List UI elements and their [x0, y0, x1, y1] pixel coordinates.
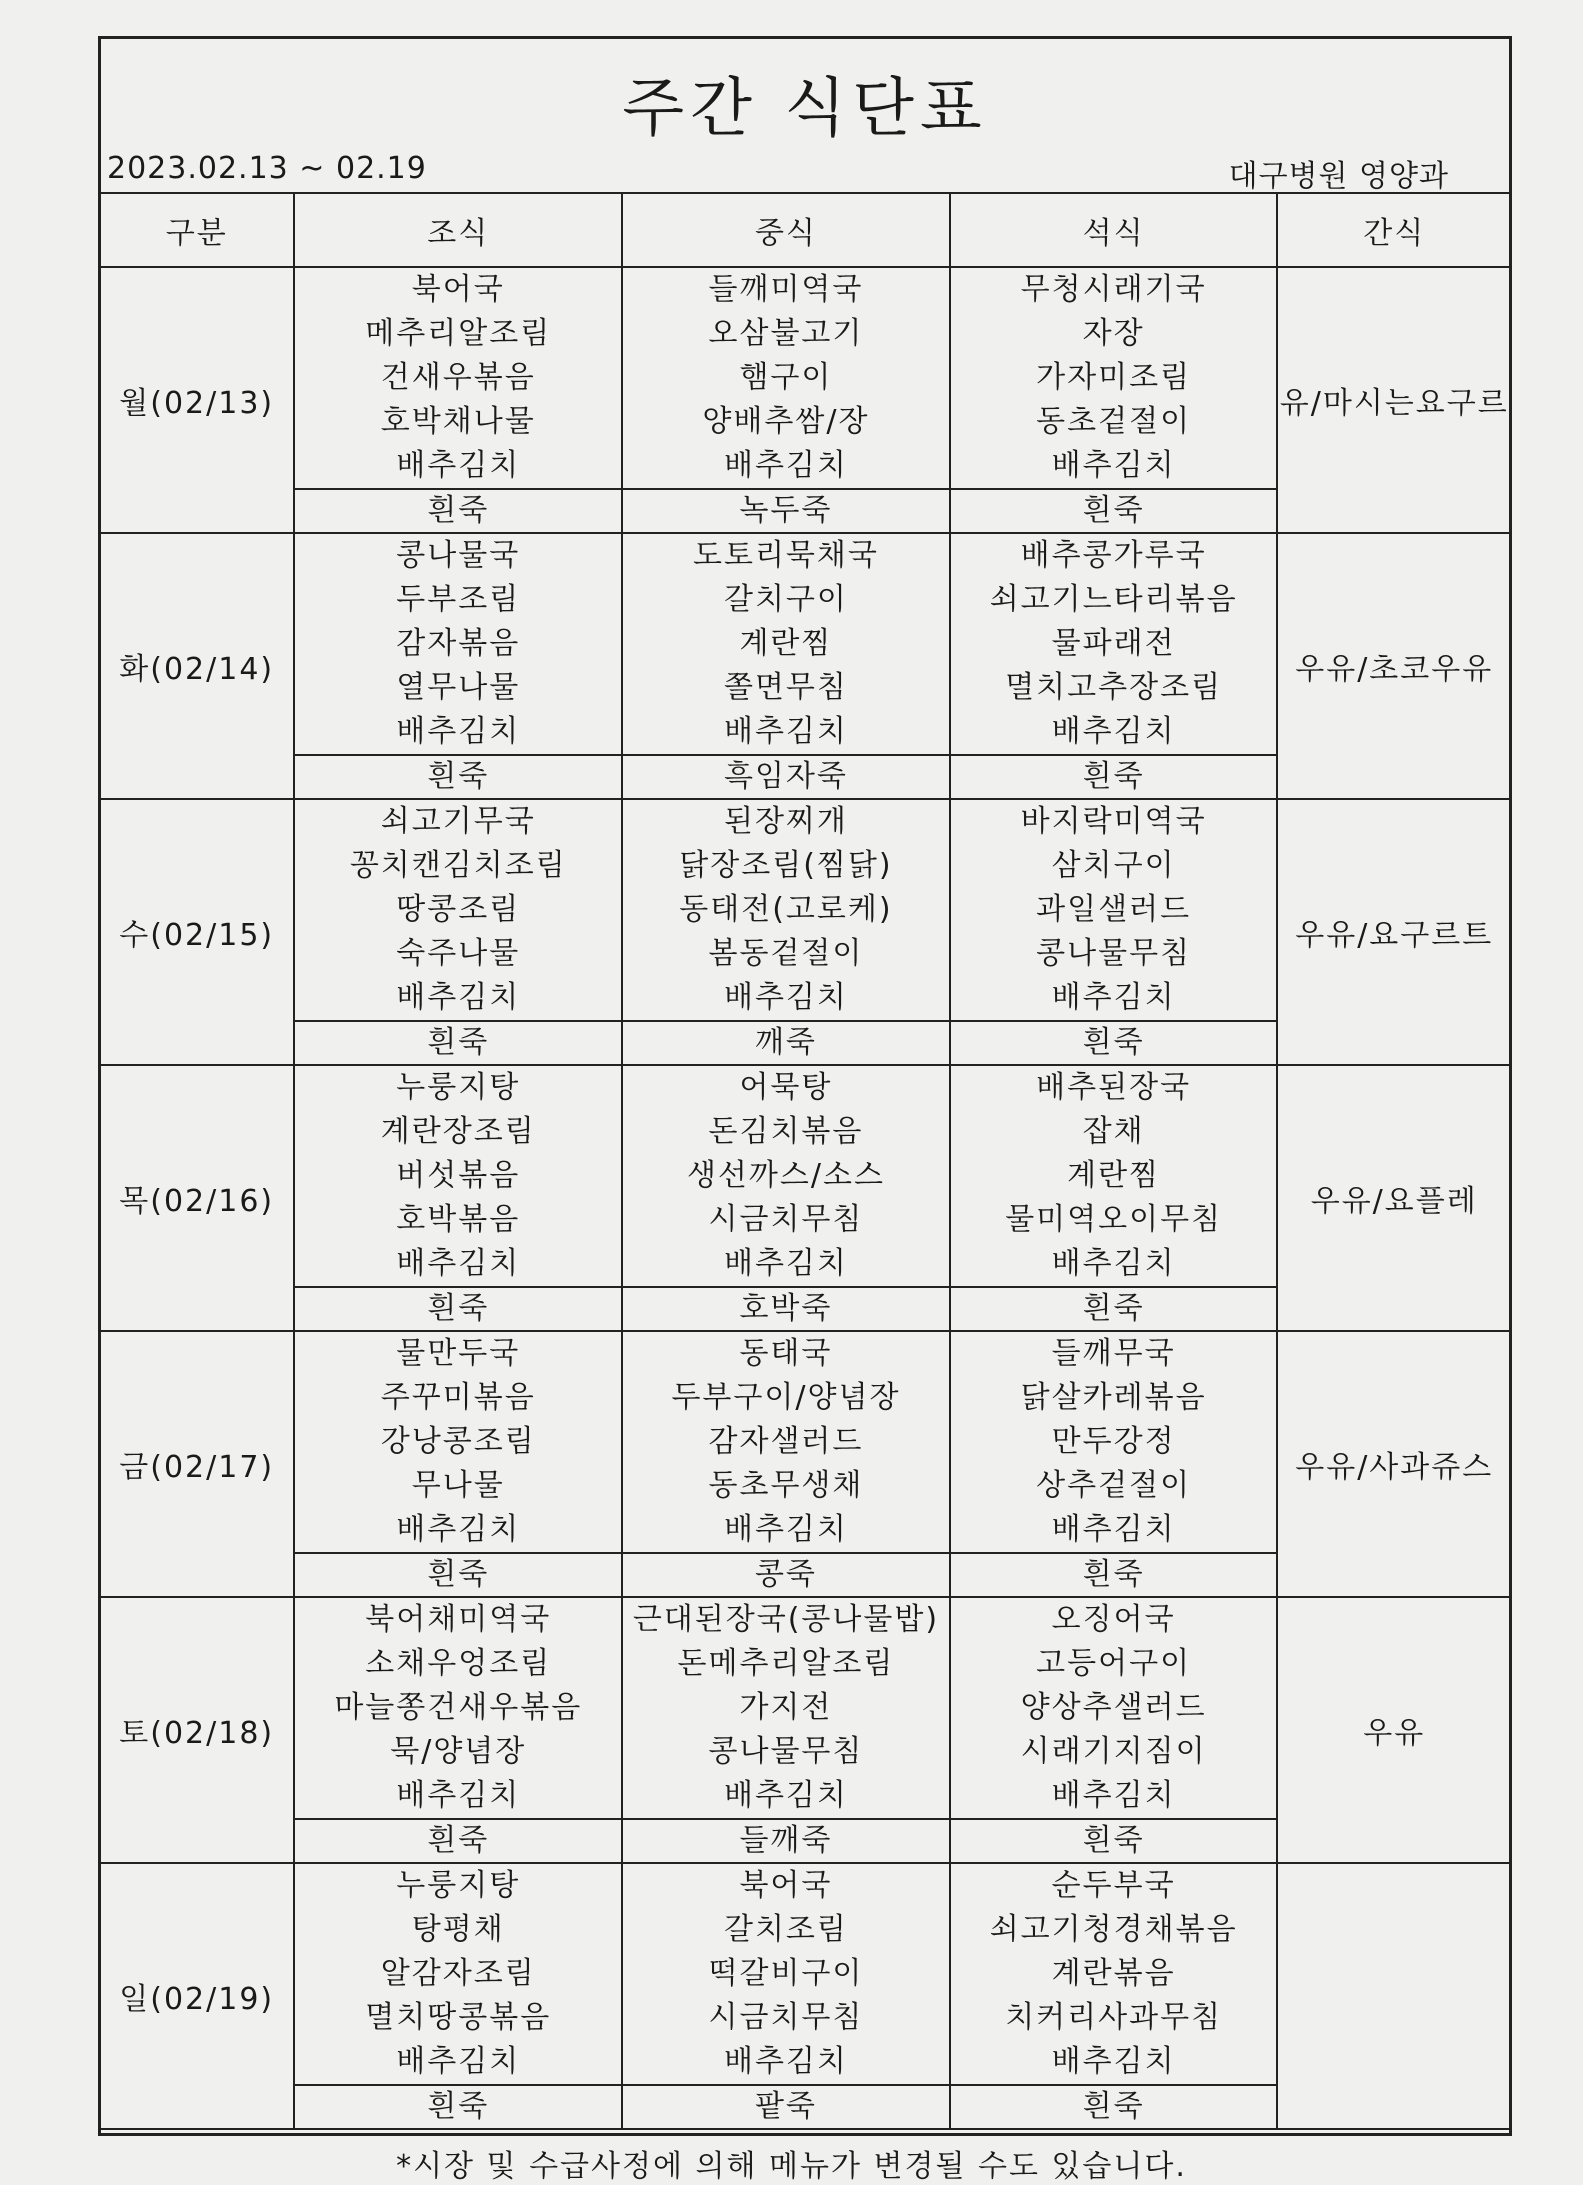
lunch-porridge: 흑임자죽 [622, 755, 950, 799]
lunch-item: 생선까스/소스 [686, 1158, 885, 1193]
dinner-items [950, 799, 1278, 1021]
dinner-item: 고등어구이 [1036, 1646, 1192, 1681]
lunch-item: 배추김치 [723, 714, 848, 749]
header-lunch: 중식 [622, 193, 950, 267]
lunch-items [622, 267, 950, 489]
breakfast-item: 알감자조림 [380, 1956, 536, 1991]
day-label: 화(02/14) [99, 533, 294, 799]
dinner-item: 배추김치 [1051, 448, 1176, 483]
breakfast-item: 땅콩조림 [396, 892, 521, 927]
breakfast-item: 쇠고기무국 [380, 804, 536, 839]
lunch-item: 근대된장국(콩나물밥) [632, 1602, 940, 1637]
lunch-item: 어묵탕 [739, 1070, 833, 1105]
dinner-item: 바지락미역국 [1020, 804, 1207, 839]
lunch-items [622, 1065, 950, 1287]
lunch-items [622, 1597, 950, 1819]
snack-cell: 유/마시는요구르 [1277, 267, 1511, 533]
breakfast-item: 배추김치 [396, 1246, 521, 1281]
breakfast-items [294, 267, 622, 489]
breakfast-item: 콩나물국 [396, 538, 521, 573]
dinner-item: 삼치구이 [1051, 848, 1176, 883]
breakfast-items [294, 1331, 622, 1553]
dinner-porridge: 흰죽 [950, 755, 1278, 799]
day-label: 일(02/19) [99, 1863, 294, 2129]
lunch-item: 닭장조림(찜닭) [679, 848, 893, 883]
lunch-item: 가지전 [739, 1690, 833, 1725]
dinner-item: 물미역오이무침 [1005, 1202, 1223, 1237]
dinner-item: 양상추샐러드 [1020, 1690, 1207, 1725]
breakfast-item: 멸치땅콩볶음 [365, 2000, 552, 2035]
header-dinner: 석식 [950, 193, 1278, 267]
breakfast-items [294, 799, 622, 1021]
dinner-item: 오징어국 [1051, 1602, 1176, 1637]
lunch-item: 된장찌개 [723, 804, 848, 839]
dinner-item: 배추된장국 [1036, 1070, 1192, 1105]
breakfast-item: 주꾸미볶음 [380, 1380, 536, 1415]
breakfast-item: 배추김치 [396, 448, 521, 483]
breakfast-item: 숙주나물 [396, 936, 521, 971]
menu-sheet [98, 36, 1512, 2136]
dinner-item: 가자미조림 [1036, 360, 1192, 395]
snack-cell: 우유/요플레 [1277, 1065, 1511, 1331]
breakfast-item: 계란장조림 [380, 1114, 536, 1149]
lunch-item: 햄구이 [739, 360, 833, 395]
breakfast-items [294, 533, 622, 755]
period-range: 2023.02.13 ~ 02.19 [107, 151, 427, 186]
dinner-item: 계란찜 [1067, 1158, 1161, 1193]
dinner-item: 쇠고기청경채볶음 [989, 1912, 1238, 1947]
dinner-item: 자장 [1082, 316, 1145, 351]
lunch-item: 쫄면무침 [723, 670, 848, 705]
dinner-items [950, 1597, 1278, 1819]
breakfast-item: 소채우엉조림 [365, 1646, 552, 1681]
dinner-items [950, 1065, 1278, 1287]
lunch-item: 봄동겉절이 [708, 936, 864, 971]
dinner-porridge: 흰죽 [950, 1021, 1278, 1065]
dinner-porridge: 흰죽 [950, 2085, 1278, 2129]
breakfast-porridge: 흰죽 [294, 1553, 622, 1597]
dinner-porridge: 흰죽 [950, 1819, 1278, 1863]
dinner-item: 콩나물무침 [1036, 936, 1192, 971]
lunch-items [622, 799, 950, 1021]
dinner-items [950, 1863, 1278, 2085]
lunch-item: 동태국 [739, 1336, 833, 1371]
lunch-item: 돈김치볶음 [708, 1114, 864, 1149]
day-row [99, 1597, 1511, 1819]
breakfast-porridge: 흰죽 [294, 2085, 622, 2129]
lunch-items [622, 1331, 950, 1553]
dinner-item: 배추콩가루국 [1020, 538, 1207, 573]
dinner-item: 과일샐러드 [1036, 892, 1192, 927]
day-row [99, 1331, 1511, 1553]
lunch-item: 배추김치 [723, 980, 848, 1015]
lunch-item: 동태전(고로케) [679, 892, 893, 927]
lunch-item: 북어국 [739, 1868, 833, 1903]
dinner-items [950, 1331, 1278, 1553]
breakfast-item: 건새우볶음 [380, 360, 536, 395]
dinner-item: 들깨무국 [1051, 1336, 1176, 1371]
dinner-item: 배추김치 [1051, 2044, 1176, 2079]
menu-table [98, 192, 1512, 2130]
day-label: 목(02/16) [99, 1065, 294, 1331]
dinner-item: 만두강정 [1051, 1424, 1176, 1459]
day-label: 금(02/17) [99, 1331, 294, 1597]
breakfast-item: 묵/양념장 [390, 1734, 527, 1769]
breakfast-item: 배추김치 [396, 1778, 521, 1813]
breakfast-item: 배추김치 [396, 2044, 521, 2079]
snack-cell: 우유/초코우유 [1277, 533, 1511, 799]
dinner-item: 배추김치 [1051, 714, 1176, 749]
lunch-items [622, 1863, 950, 2085]
breakfast-item: 배추김치 [396, 1512, 521, 1547]
dinner-item: 시래기지짐이 [1020, 1734, 1207, 1769]
breakfast-item: 꽁치캔김치조림 [349, 848, 567, 883]
snack-cell: 우유/사과쥬스 [1277, 1331, 1511, 1597]
breakfast-item: 누룽지탕 [396, 1070, 521, 1105]
lunch-item: 오삼불고기 [708, 316, 864, 351]
lunch-item: 감자샐러드 [708, 1424, 864, 1459]
breakfast-porridge: 흰죽 [294, 489, 622, 533]
footnote: *시장 및 수급사정에 의해 메뉴가 변경될 수도 있습니다. [396, 2149, 1187, 2184]
lunch-item: 배추김치 [723, 2044, 848, 2079]
dinner-item: 쇠고기느타리볶음 [989, 582, 1238, 617]
dinner-porridge: 흰죽 [950, 489, 1278, 533]
lunch-item: 배추김치 [723, 1246, 848, 1281]
dinner-item: 배추김치 [1051, 1778, 1176, 1813]
breakfast-items [294, 1597, 622, 1819]
day-row [99, 799, 1511, 1021]
lunch-item: 배추김치 [723, 1778, 848, 1813]
breakfast-items [294, 1863, 622, 2085]
breakfast-item: 배추김치 [396, 980, 521, 1015]
lunch-item: 콩나물무침 [708, 1734, 864, 1769]
dinner-item: 잡채 [1082, 1114, 1145, 1149]
day-row [99, 267, 1511, 489]
lunch-items [622, 533, 950, 755]
lunch-item: 도토리묵채국 [692, 538, 879, 573]
snack-cell [1277, 1863, 1511, 2129]
day-label: 수(02/15) [99, 799, 294, 1065]
breakfast-item: 북어채미역국 [365, 1602, 552, 1637]
day-row [99, 1065, 1511, 1287]
breakfast-item: 열무나물 [396, 670, 521, 705]
breakfast-item: 호박채나물 [380, 404, 536, 439]
dinner-item: 배추김치 [1051, 1246, 1176, 1281]
lunch-item: 동초무생채 [708, 1468, 864, 1503]
dinner-item: 순두부국 [1051, 1868, 1176, 1903]
breakfast-item: 메추리알조림 [365, 316, 552, 351]
breakfast-porridge: 흰죽 [294, 1021, 622, 1065]
dinner-items [950, 267, 1278, 489]
lunch-item: 계란찜 [739, 626, 833, 661]
breakfast-item: 물만두국 [396, 1336, 521, 1371]
title-row [101, 39, 1509, 192]
day-row [99, 1863, 1511, 2085]
breakfast-item: 두부조림 [396, 582, 521, 617]
header-category: 구분 [99, 193, 294, 267]
lunch-porridge: 녹두죽 [622, 489, 950, 533]
breakfast-item: 마늘쫑건새우볶음 [334, 1690, 583, 1725]
breakfast-items [294, 1065, 622, 1287]
lunch-porridge: 들깨죽 [622, 1819, 950, 1863]
day-label: 월(02/13) [99, 267, 294, 533]
snack-cell: 우유 [1277, 1597, 1511, 1863]
breakfast-item: 무나물 [411, 1468, 505, 1503]
header-snack: 간식 [1277, 193, 1511, 267]
breakfast-item: 북어국 [411, 272, 505, 307]
lunch-porridge: 팥죽 [622, 2085, 950, 2129]
dinner-item: 상추겉절이 [1036, 1468, 1192, 1503]
dinner-item: 배추김치 [1051, 1512, 1176, 1547]
lunch-porridge: 콩죽 [622, 1553, 950, 1597]
lunch-porridge: 호박죽 [622, 1287, 950, 1331]
breakfast-item: 누룽지탕 [396, 1868, 521, 1903]
breakfast-porridge: 흰죽 [294, 1819, 622, 1863]
breakfast-item: 감자볶음 [396, 626, 521, 661]
day-label: 토(02/18) [99, 1597, 294, 1863]
lunch-item: 시금치무침 [708, 2000, 864, 2035]
lunch-porridge: 깨죽 [622, 1021, 950, 1065]
lunch-item: 두부구이/양념장 [671, 1380, 901, 1415]
day-row [99, 533, 1511, 755]
lunch-item: 양배추쌈/장 [702, 404, 870, 439]
dinner-porridge: 흰죽 [950, 1553, 1278, 1597]
breakfast-item: 강낭콩조림 [380, 1424, 536, 1459]
breakfast-item: 탕평채 [411, 1912, 505, 1947]
dinner-item: 치커리사과무침 [1005, 2000, 1223, 2035]
lunch-item: 배추김치 [723, 1512, 848, 1547]
dinner-porridge: 흰죽 [950, 1287, 1278, 1331]
lunch-item: 갈치구이 [723, 582, 848, 617]
lunch-item: 배추김치 [723, 448, 848, 483]
dinner-item: 계란볶음 [1051, 1956, 1176, 1991]
breakfast-porridge: 흰죽 [294, 1287, 622, 1331]
lunch-item: 떡갈비구이 [708, 1956, 864, 1991]
dinner-items [950, 533, 1278, 755]
header-row [99, 193, 1511, 267]
breakfast-item: 배추김치 [396, 714, 521, 749]
lunch-item: 돈메추리알조림 [677, 1646, 895, 1681]
dinner-item: 배추김치 [1051, 980, 1176, 1015]
lunch-item: 시금치무침 [708, 1202, 864, 1237]
snack-cell: 우유/요구르트 [1277, 799, 1511, 1065]
header-breakfast: 조식 [294, 193, 622, 267]
breakfast-item: 호박볶음 [396, 1202, 521, 1237]
department-label: 대구병원 영양과 [1228, 159, 1449, 194]
dinner-item: 무청시래기국 [1020, 272, 1207, 307]
page-title: 주간 식단표 [622, 72, 988, 146]
lunch-item: 들깨미역국 [708, 272, 864, 307]
dinner-item: 멸치고추장조림 [1005, 670, 1223, 705]
dinner-item: 물파래전 [1051, 626, 1176, 661]
dinner-item: 닭살카레볶음 [1020, 1380, 1207, 1415]
breakfast-porridge: 흰죽 [294, 755, 622, 799]
breakfast-item: 버섯볶음 [396, 1158, 521, 1193]
dinner-item: 동초겉절이 [1036, 404, 1192, 439]
lunch-item: 갈치조림 [723, 1912, 848, 1947]
